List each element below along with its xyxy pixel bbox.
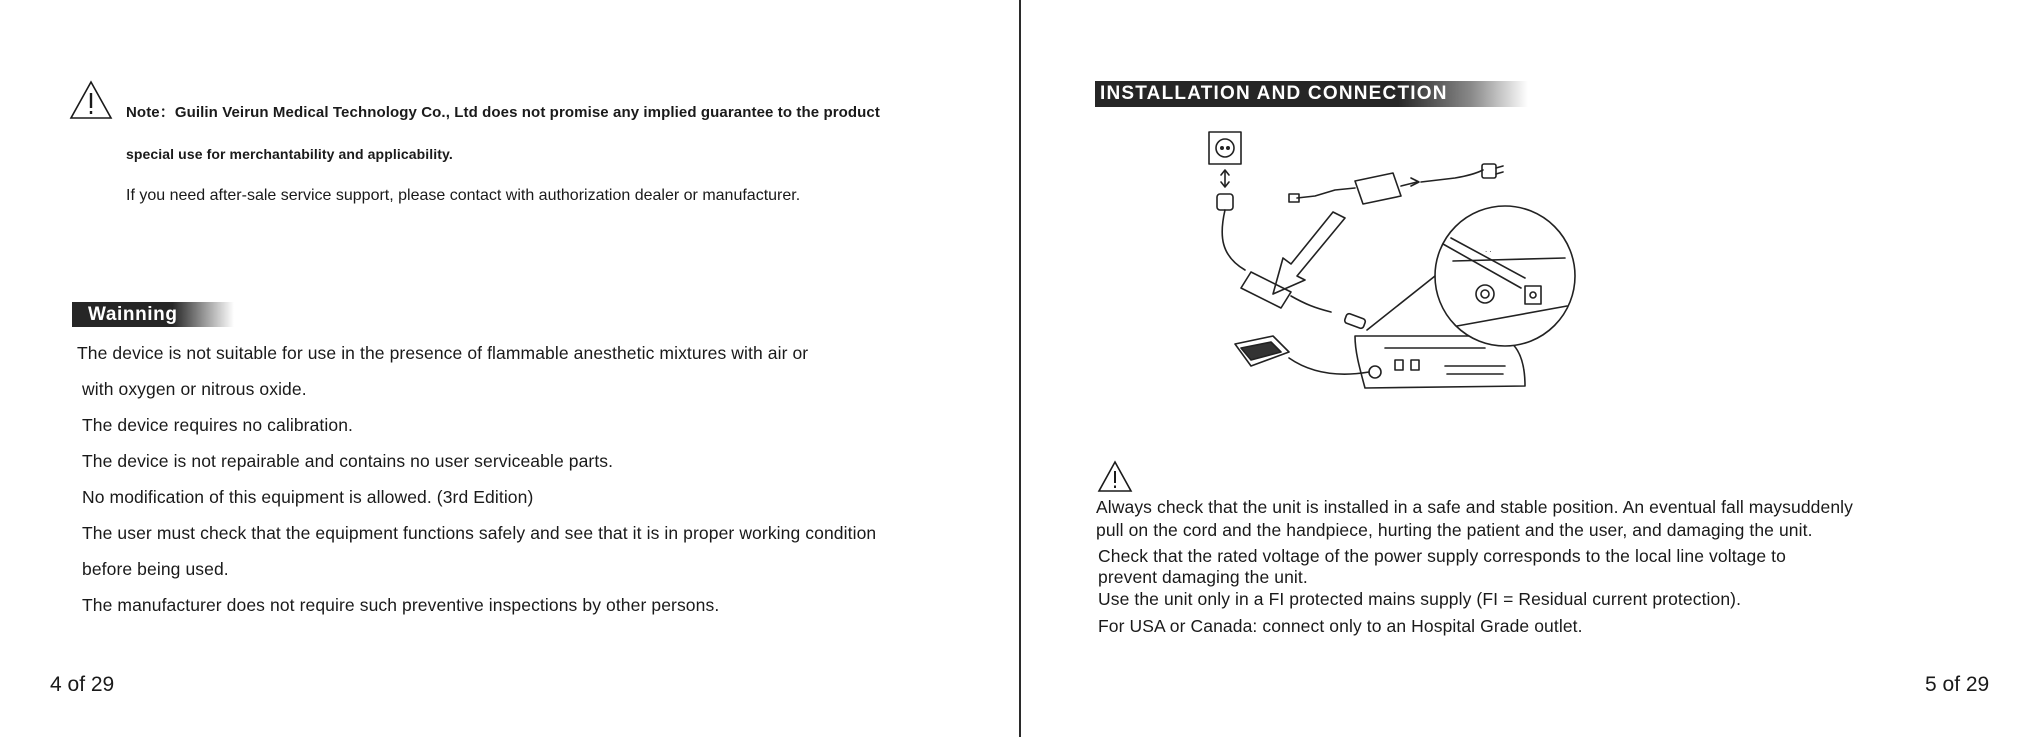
warning-line-3: The device requires no calibration. [82,415,354,435]
instruction-line-1: Always check that the unit is installed in a safe and stable position. An eventual fall maysuddenly [1096,497,1854,517]
power-adapter-icon [1289,164,1503,204]
note-text-1: Guilin Veirun Medical Technology Co., Ltd does not promise any implied guarantee to the product [174,104,880,121]
warning-line-8: The manufacturer does not require such preventive inspections by other persons. [82,595,720,615]
warning-triangle-icon [69,80,113,120]
note-label: Note： [126,104,175,121]
instruction-line-2: pull on the cord and the handpiece, hurting the patient and the user, and damaging the unit. [1096,520,1813,540]
warning-line-2: with oxygen or nitrous oxide. [82,379,307,399]
instruction-line-4: prevent damaging the unit. [1098,567,1308,587]
note-line-1 [126,101,880,122]
page-number-left: 4 of 29 [50,673,115,696]
connector-detail-icon [1435,206,1575,346]
warning-heading: Wainning [72,302,234,327]
note-line-2: special use for merchantability and applicability. [126,146,453,162]
instruction-line-5: Use the unit only in a FI protected mains supply (FI = Residual current protection). [1098,589,1742,609]
warning-line-6: The user must check that the equipment functions safely and see that it is in proper working condition [82,523,877,543]
warning-triangle-icon [1097,460,1133,493]
foot-pedal-icon [1235,336,1369,374]
installation-diagram [1185,126,1620,426]
warning-line-7: before being used. [82,559,229,579]
service-support-text: If you need after-sale service support, please contact with authorization dealer or manufacturer. [126,187,801,204]
left-page [0,0,1019,737]
page-number-right: 5 of 29 [1925,673,1990,696]
wall-plug-icon [1217,194,1245,270]
installation-heading: INSTALLATION AND CONNECTION [1095,81,1528,107]
instruction-line-3: Check that the rated voltage of the power supply corresponds to the local line voltage to [1098,546,1786,566]
warning-line-1: The device is not suitable for use in the presence of flammable anesthetic mixtures with air or [77,343,809,363]
page-divider [1019,0,1021,737]
warning-line-5: No modification of this equipment is allowed. (3rd Edition) [82,487,534,507]
warning-line-4: The device is not repairable and contains no user serviceable parts. [82,451,614,471]
instruction-line-6: For USA or Canada: connect only to an Hospital Grade outlet. [1098,616,1583,636]
wall-socket-icon [1209,132,1241,164]
svg-text:· ·: · · [1485,248,1492,256]
